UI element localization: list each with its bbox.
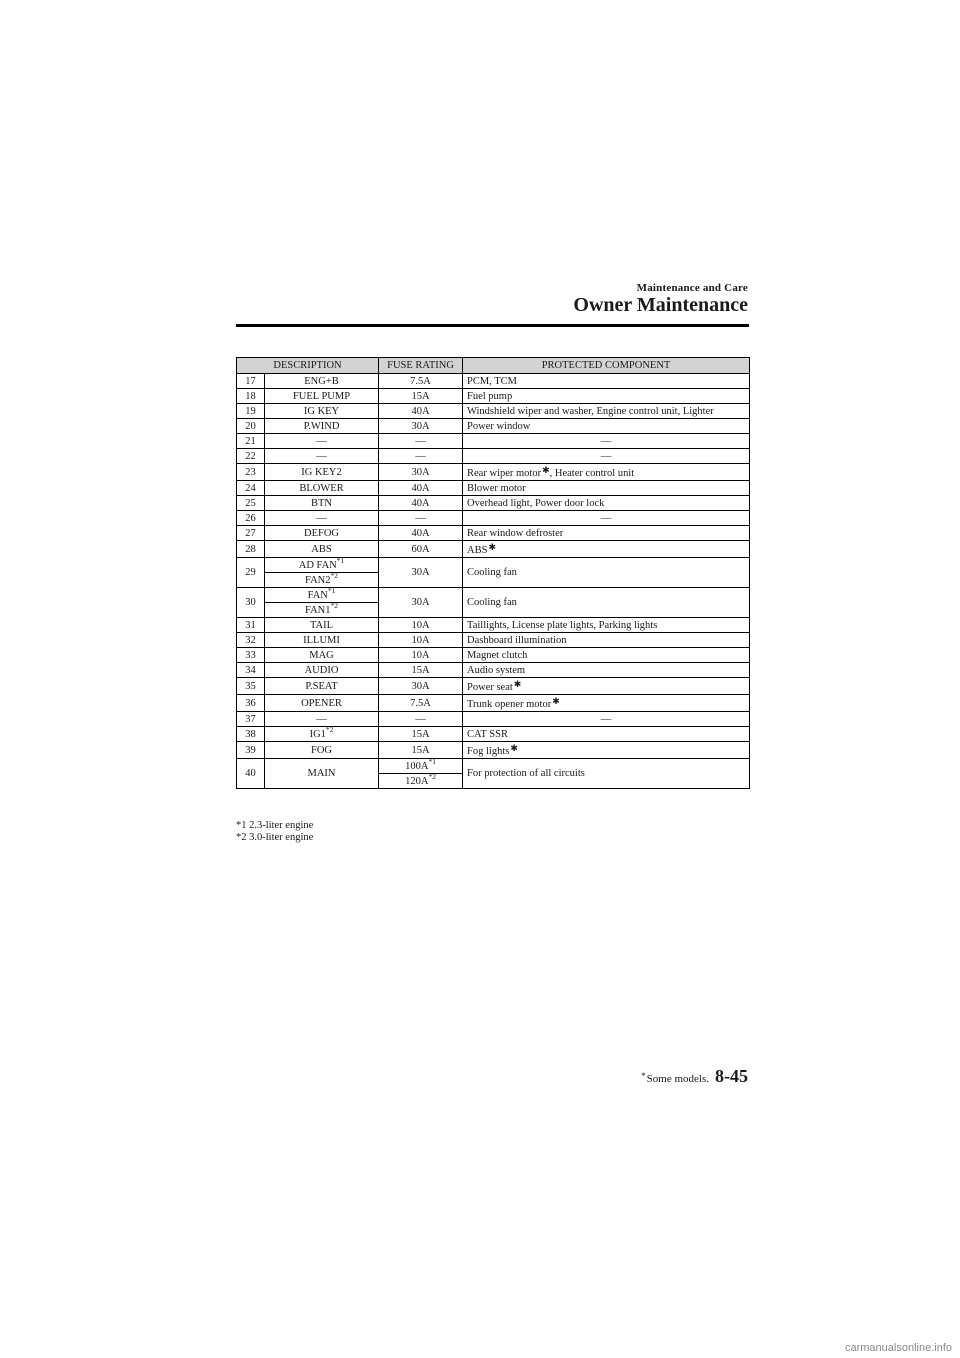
some-models-star-icon: ✱ [510,743,518,753]
footnote-2: *2 3.0-liter engine [236,832,314,843]
protected-component: Magnet clutch [463,648,750,663]
table-row [237,678,750,695]
table-row [237,496,750,511]
fuse-number: 24 [237,481,265,496]
fuse-rating: 7.5A [379,374,463,389]
table-row [237,481,750,496]
fuse-number: 35 [237,678,265,695]
protected-component [463,464,750,481]
watermark: carmanualsonline.info [844,1342,952,1354]
protected-component: Dashboard illumination [463,633,750,648]
fuse-description: IG KEY [265,404,379,419]
fuse-number: 40 [237,759,265,789]
fuse-rating: 15A [379,663,463,678]
protected-component: Power window [463,419,750,434]
fuse-number: 29 [237,558,265,588]
some-models-star-icon: ✱ [552,696,560,706]
page-footer [640,1066,748,1087]
fuse-rating: — [379,434,463,449]
table-row [237,759,750,774]
table-row [237,727,750,742]
header-description: DESCRIPTION [237,358,379,374]
some-models-star-icon: ✱ [488,542,496,552]
some-models-star-icon: ✱ [542,465,550,475]
fuse-rating: 60A [379,541,463,558]
fuse-description: BLOWER [265,481,379,496]
fuse-description: FUEL PUMP [265,389,379,404]
description-text: IG1 [309,728,326,740]
fuse-rating [379,756,463,774]
table-row [237,618,750,633]
fuse-description: — [265,511,379,526]
table-row [237,434,750,449]
fuse-rating: 30A [379,464,463,481]
fuse-number: 21 [237,434,265,449]
fuse-rating [379,771,463,789]
fuse-number: 33 [237,648,265,663]
section-title: Maintenance and Care [636,282,748,294]
header-fuse-rating: FUSE RATING [379,358,463,374]
fuse-number: 25 [237,496,265,511]
fuse-number: 18 [237,389,265,404]
fuse-rating: 40A [379,481,463,496]
protected-component: CAT SSR [463,727,750,742]
description-text: AD FAN [298,559,337,571]
fuse-rating: 15A [379,389,463,404]
table-row [237,449,750,464]
footnotes [236,820,313,844]
footnote-marker: *2 [428,771,436,781]
fuse-number: 26 [237,511,265,526]
fuse-description [265,724,379,742]
protected-component: Rear window defroster [463,526,750,541]
table-header-row [237,358,750,374]
table-row [237,633,750,648]
protected-component: Cooling fan [463,588,750,618]
table-row [237,648,750,663]
protected-component: Overhead light, Power door lock [463,496,750,511]
table-row [237,404,750,419]
some-models-note [640,1071,709,1085]
fuse-rating: 40A [379,496,463,511]
protected-component: Taillights, License plate lights, Parking lights [463,618,750,633]
footnote-1: *1 2.3-liter engine [236,820,314,831]
protected-component: Audio system [463,663,750,678]
protected-component: PCM, TCM [463,374,750,389]
some-models-text: Some models. [646,1073,709,1085]
protected-component: — [463,511,750,526]
table-row [237,541,750,558]
header-protected-component: PROTECTED COMPONENT [463,358,750,374]
protected-component [463,742,750,759]
fuse-description [265,600,379,618]
some-models-star-icon: * [641,1071,646,1081]
table-row [237,389,750,404]
description-text: FAN2 [305,574,331,586]
fuse-description: BTN [265,496,379,511]
component-text: Rear wiper motor [467,468,542,479]
table-row [237,526,750,541]
footnote-marker: *2 [330,600,338,610]
fuse-description: ABS [265,541,379,558]
table-row [237,742,750,759]
protected-component [463,678,750,695]
fuse-rating: 15A [379,727,463,742]
fuse-number: 28 [237,541,265,558]
fuse-number: 19 [237,404,265,419]
fuse-rating: 7.5A [379,695,463,712]
fuse-table [236,357,750,789]
fuse-rating: — [379,449,463,464]
fuse-number: 17 [237,374,265,389]
fuse-description: MAIN [265,759,379,789]
protected-component: Blower motor [463,481,750,496]
protected-component: For protection of all circuits [463,759,750,789]
fuse-description: ENG+B [265,374,379,389]
component-text: Fog lights [467,746,510,757]
fuse-rating: 10A [379,633,463,648]
table-row [237,511,750,526]
header-rule [236,324,749,327]
table-row [237,588,750,603]
fuse-number: 22 [237,449,265,464]
fuse-number: 20 [237,419,265,434]
footnote-marker: *2 [325,724,334,734]
some-models-star-icon: ✱ [513,679,522,689]
fuse-description: DEFOG [265,526,379,541]
fuse-rating: 10A [379,618,463,633]
fuse-description: FOG [265,742,379,759]
protected-component: — [463,434,750,449]
protected-component: — [463,712,750,727]
fuse-description: — [265,449,379,464]
fuse-number: 32 [237,633,265,648]
fuse-description: ILLUMI [265,633,379,648]
fuse-description: — [265,434,379,449]
fuse-number: 30 [237,588,265,618]
table-row [237,695,750,712]
fuse-rating: — [379,712,463,727]
fuse-number: 23 [237,464,265,481]
fuse-rating: 30A [379,419,463,434]
rating-text: 100A [405,760,429,772]
table-row [237,464,750,481]
rating-text: 120A [405,775,429,787]
footnote-marker: *1 [428,756,436,766]
footnote-marker: *2 [330,570,338,580]
fuse-description: OPENER [265,695,379,712]
fuse-number: 34 [237,663,265,678]
fuse-rating: 40A [379,526,463,541]
protected-component: Cooling fan [463,558,750,588]
fuse-description [265,570,379,588]
protected-component: — [463,449,750,464]
fuse-description [265,555,379,573]
fuse-number: 39 [237,742,265,759]
table-row [237,663,750,678]
description-text: FAN1 [305,604,331,616]
fuse-description: P.SEAT [265,678,379,695]
component-text: Trunk opener motor [467,699,552,710]
page-title: Owner Maintenance [573,294,748,316]
fuse-number: 38 [237,727,265,742]
fuse-description: — [265,712,379,727]
fuse-description: MAG [265,648,379,663]
table-row [237,558,750,573]
fuse-description [265,585,379,603]
fuse-rating: 40A [379,404,463,419]
fuse-number: 27 [237,526,265,541]
fuse-rating: — [379,511,463,526]
fuse-description: P.WIND [265,419,379,434]
page-number: 8-45 [715,1066,748,1086]
protected-component [463,541,750,558]
fuse-number: 31 [237,618,265,633]
fuse-description: IG KEY2 [265,464,379,481]
component-text: Power seat [467,682,513,693]
fuse-rating: 15A [379,742,463,759]
footnote-marker: *1 [327,585,336,595]
component-text: ABS [467,545,488,556]
fuse-description: AUDIO [265,663,379,678]
fuse-number: 36 [237,695,265,712]
table-row [237,419,750,434]
description-text: FAN [307,589,328,601]
footnote-marker: *1 [336,555,345,565]
table-row [237,712,750,727]
fuse-rating: 30A [379,588,463,618]
fuse-description: TAIL [265,618,379,633]
table-row [237,374,750,389]
fuse-rating: 30A [379,678,463,695]
fuse-rating: 10A [379,648,463,663]
fuse-number: 37 [237,712,265,727]
component-text: , Heater control unit [549,468,635,479]
protected-component: Windshield wiper and washer, Engine control unit, Lighter [463,404,750,419]
fuse-rating: 30A [379,558,463,588]
protected-component [463,695,750,712]
protected-component: Fuel pump [463,389,750,404]
